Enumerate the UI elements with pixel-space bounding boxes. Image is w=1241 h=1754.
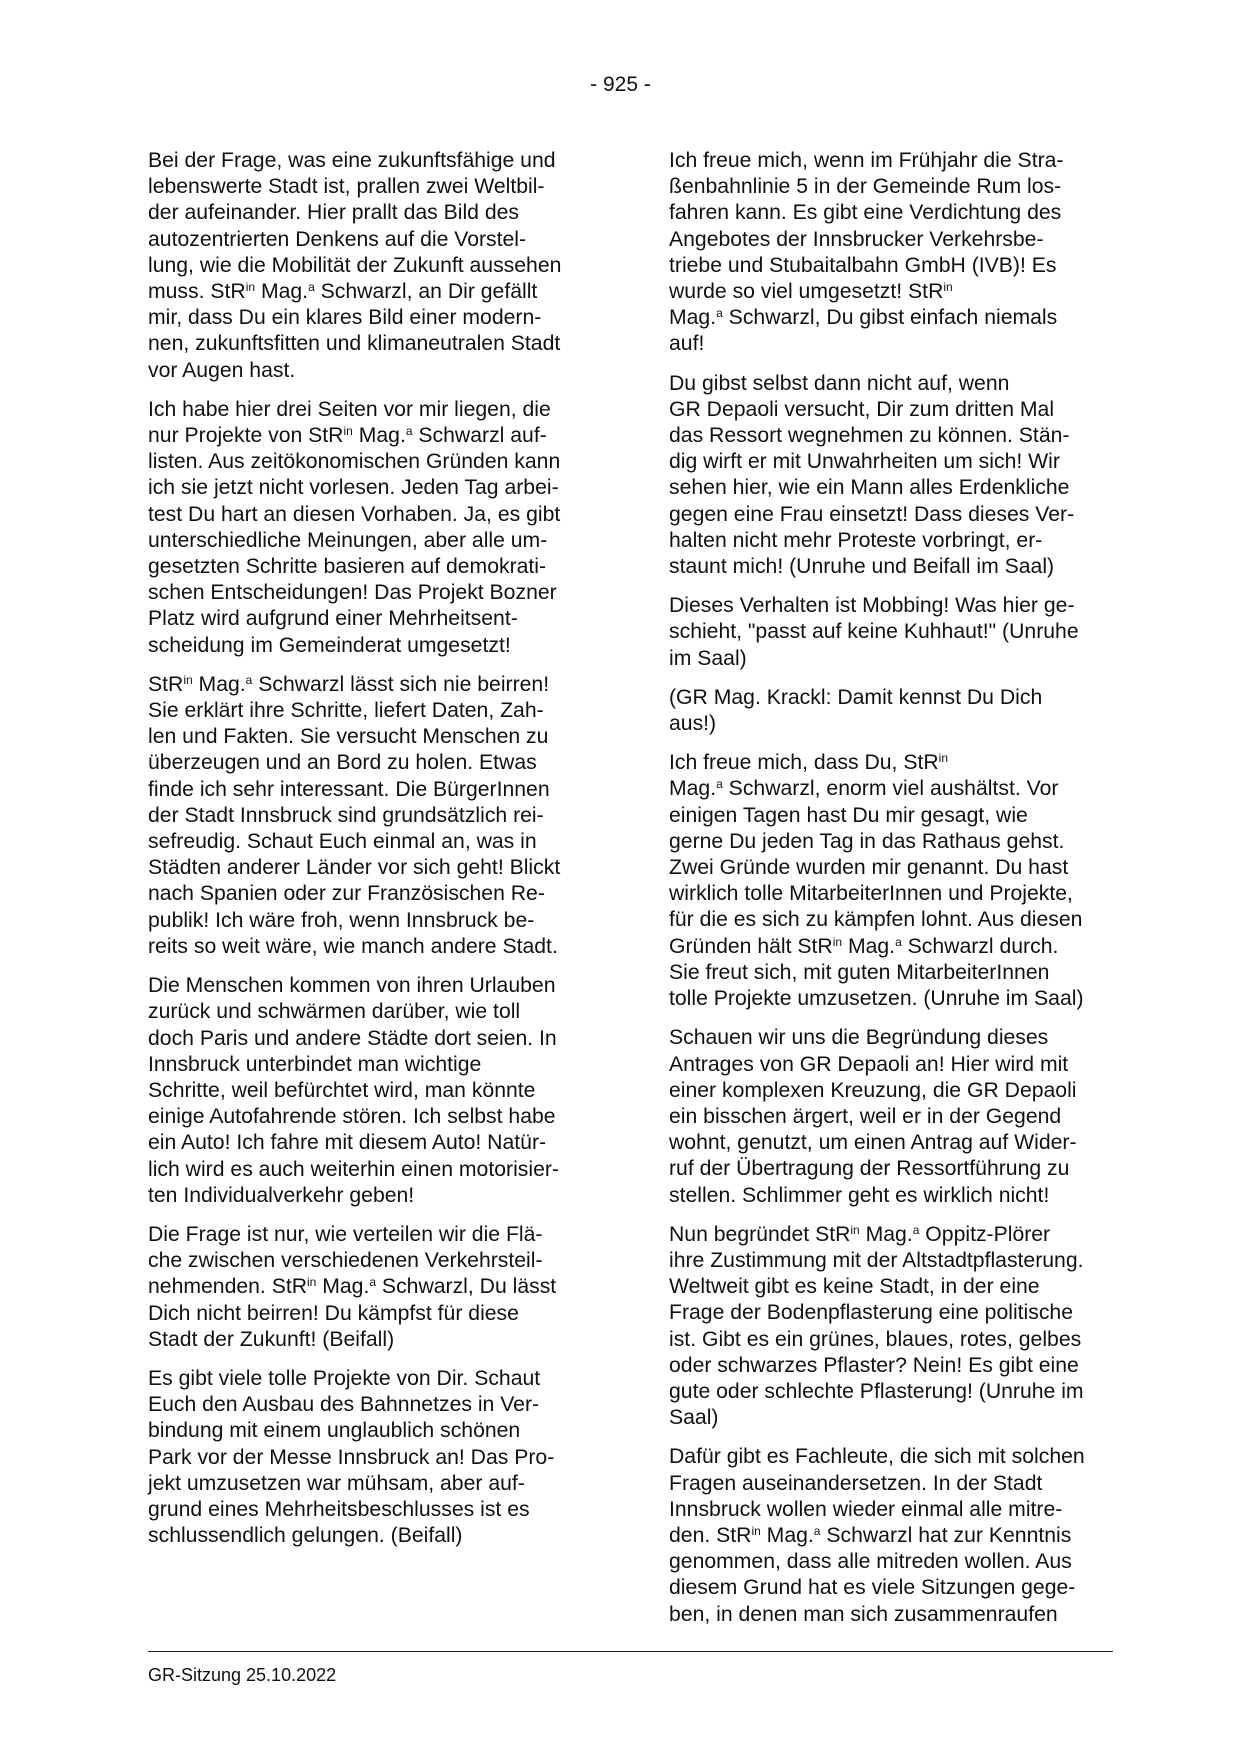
text-line: sefreudig. Schaut Euch einmal an, was in: [148, 830, 537, 854]
text-line: Mag.$^a$ Schwarzl, enorm viel aushältst. Vor: [669, 777, 1059, 801]
text-line: der aufeinander. Hier prallt das Bild des: [148, 201, 519, 225]
paragraph: [148, 397, 594, 659]
text-line: (GR Mag. Krackl: Damit kennst Du Dich: [669, 685, 1043, 709]
text-line: lich wird es auch weiterhin einen motorisier-: [148, 1157, 559, 1181]
text-line: Die Frage ist nur, wie verteilen wir die Flä-: [148, 1222, 543, 1246]
paragraph: [669, 685, 1115, 737]
paragraph: [148, 1222, 594, 1353]
text-line: ich sie jetzt nicht vorlesen. Jeden Tag arbei-: [148, 476, 559, 500]
text-line: Dich nicht beirren! Du kämpfst für diese: [148, 1301, 519, 1325]
text-line: Fragen auseinandersetzen. In der Stadt: [669, 1471, 1043, 1495]
text-line: stellen. Schlimmer geht es wirklich nicht!: [669, 1183, 1050, 1207]
text-line: nur Projekte von StR$^{in}$ Mag.$^a$ Schwarzl auf-: [148, 424, 547, 448]
text-line: mir, dass Du ein klares Bild einer modern-: [148, 306, 542, 330]
text-line: Park vor der Messe Innsbruck an! Das Pro-: [148, 1445, 555, 1469]
text-line: Die Menschen kommen von ihren Urlauben: [148, 974, 556, 998]
text-line: unterschiedliche Meinungen, aber alle um-: [148, 528, 548, 552]
text-line: überzeugen und an Bord zu holen. Etwas: [148, 751, 537, 775]
text-line: Nun begründet StR$^{in}$ Mag.$^a$ Oppitz-Plörer: [669, 1222, 1051, 1246]
text-line: den. StR$^{in}$ Mag.$^a$ Schwarzl hat zur Kenntnis: [669, 1523, 1072, 1547]
paragraph: [669, 593, 1115, 672]
text-line: gute oder schlechte Pflasterung! (Unruhe im: [669, 1379, 1084, 1403]
paragraph: [669, 371, 1115, 581]
text-line: im Saal): [669, 646, 747, 670]
text-line: ten Individualverkehr geben!: [148, 1183, 415, 1207]
text-line: Innsbruck wollen wieder einmal alle mitre-: [669, 1497, 1063, 1521]
text-line: Sie erklärt ihre Schritte, liefert Daten, Zah-: [148, 699, 544, 723]
text-line: ßenbahnlinie 5 in der Gemeinde Rum los-: [669, 175, 1062, 199]
text-line: schlussendlich gelungen. (Beifall): [148, 1524, 463, 1548]
text-line: ihre Zustimmung mit der Altstadtpflasterung.: [669, 1248, 1084, 1272]
text-line: test Du hart an diesen Vorhaben. Ja, es gibt: [148, 502, 561, 526]
text-line: oder schwarzes Pflaster? Nein! Es gibt eine: [669, 1353, 1079, 1377]
text-line: Ich habe hier drei Seiten vor mir liegen, die: [148, 397, 551, 421]
text-line: einer komplexen Kreuzung, die GR Depaoli: [669, 1078, 1077, 1102]
text-line: sehen hier, wie ein Mann alles Erdenkliche: [669, 476, 1070, 500]
paragraph: [148, 672, 594, 960]
text-line: StR$^{in}$ Mag.$^a$ Schwarzl lässt sich nie beirren!: [148, 672, 550, 696]
text-line: listen. Aus zeitökonomischen Gründen kann: [148, 450, 561, 474]
text-line: Du gibst selbst dann nicht auf, wenn: [669, 371, 1010, 395]
text-line: nach Spanien oder zur Französischen Re-: [148, 882, 545, 906]
text-line: zurück und schwärmen darüber, wie toll: [148, 1000, 521, 1024]
text-line: Weltweit gibt es keine Stadt, in der eine: [669, 1275, 1040, 1299]
text-line: triebe und Stubaitalbahn GmbH (IVB)! Es: [669, 253, 1057, 277]
text-line: jekt umzusetzen war mühsam, aber auf-: [148, 1471, 525, 1495]
text-line: Bei der Frage, was eine zukunftsfähige und: [148, 149, 556, 172]
text-line: autozentrierten Denkens auf die Vorstel-: [148, 227, 527, 251]
text-line: ist. Gibt es ein grünes, blaues, rotes, gelbes: [669, 1327, 1082, 1351]
text-line: halten nicht mehr Proteste vorbringt, er-: [669, 528, 1043, 552]
text-line: wohnt, genutzt, um einen Antrag auf Wider-: [669, 1131, 1077, 1155]
right-text-column: [669, 148, 1115, 1641]
text-line: finde ich sehr interessant. Die BürgerInnen: [148, 777, 550, 801]
text-line: Antrages von GR Depaoli an! Hier wird mit: [669, 1052, 1069, 1076]
text-line: grund eines Mehrheitsbeschlusses ist es: [148, 1497, 530, 1521]
paragraph: [669, 1222, 1115, 1432]
text-line: nehmenden. StR$^{in}$ Mag.$^a$ Schwarzl, Du lässt: [148, 1275, 557, 1299]
paragraph: [669, 148, 1115, 358]
paragraph: [148, 973, 594, 1209]
text-line: Ich freue mich, dass Du, StR$^{in}$: [669, 751, 948, 775]
paragraph: [669, 750, 1115, 1012]
text-line: doch Paris und andere Städte dort seien. In: [148, 1026, 557, 1050]
text-line: bindung mit einem unglaublich schönen: [148, 1419, 521, 1443]
text-line: Dieses Verhalten ist Mobbing! Was hier ge-: [669, 594, 1075, 618]
text-line: reits so weit wäre, wie manch andere Stadt.: [148, 934, 558, 958]
text-line: muss. StR$^{in}$ Mag.$^a$ Schwarzl, an Dir gefällt: [148, 280, 538, 304]
text-line: für die es sich zu kämpfen lohnt. Aus diesen: [669, 908, 1083, 932]
text-line: dig wirft er mit Unwahrheiten um sich! Wir: [669, 450, 1060, 474]
page-number: - 925 -: [590, 73, 651, 96]
footer-divider: [148, 1651, 1113, 1652]
text-line: tolle Projekte umzusetzen. (Unruhe im Saal): [669, 987, 1084, 1011]
left-text-column: [148, 148, 594, 1562]
text-line: scheidung im Gemeinderat umgesetzt!: [148, 633, 511, 657]
text-line: Schauen wir uns die Begründung dieses: [669, 1026, 1049, 1050]
text-line: vor Augen hast.: [148, 358, 296, 382]
text-line: ein Auto! Ich fahre mit diesem Auto! Natür-: [148, 1131, 547, 1155]
text-line: nen, zukunftsfitten und klimaneutralen Stadt: [148, 332, 561, 356]
footer-session-date: GR-Sitzung 25.10.2022: [148, 1665, 337, 1685]
text-line: Frage der Bodenpflasterung eine politische: [669, 1301, 1074, 1325]
text-line: lung, wie die Mobilität der Zukunft aussehen: [148, 253, 562, 277]
text-line: Zwei Gründe wurden mir genannt. Du hast: [669, 856, 1069, 880]
text-line: Gründen hält StR$^{in}$ Mag.$^a$ Schwarzl durch.: [669, 934, 1059, 958]
text-line: ben, in denen man sich zusammenraufen: [669, 1602, 1058, 1626]
text-line: Euch den Ausbau des Bahnnetzes in Ver-: [148, 1393, 540, 1417]
text-line: auf!: [669, 332, 705, 356]
text-line: fahren kann. Es gibt eine Verdichtung des: [669, 201, 1062, 225]
text-line: einigen Tagen hast Du mir gesagt, wie: [669, 803, 1028, 827]
text-line: len und Fakten. Sie versucht Menschen zu: [148, 725, 549, 749]
text-line: gegen eine Frau einsetzt! Dass dieses Ver-: [669, 502, 1075, 526]
text-line: Angebotes der Innsbrucker Verkehrsbe-: [669, 227, 1044, 251]
text-line: Sie freut sich, mit guten MitarbeiterInnen: [669, 960, 1050, 984]
text-line: publik! Ich wäre froh, wenn Innsbruck be-: [148, 908, 535, 932]
paragraph: [148, 1366, 594, 1549]
text-line: wirklich tolle MitarbeiterInnen und Projekte,: [669, 882, 1073, 906]
text-line: gesetzten Schritte basieren auf demokrati-: [148, 555, 547, 579]
text-line: schieht, "passt auf keine Kuhhaut!" (Unruhe: [669, 620, 1079, 644]
text-line: Saal): [669, 1406, 719, 1430]
text-line: Stadt der Zukunft! (Beifall): [148, 1327, 395, 1351]
text-line: ein bisschen ärgert, weil er in der Gegend: [669, 1104, 1062, 1128]
text-line: Mag.$^a$ Schwarzl, Du gibst einfach niemals: [669, 306, 1058, 330]
text-line: gerne Du jeden Tag in das Rathaus gehst.: [669, 829, 1065, 853]
text-line: Ich freue mich, wenn im Frühjahr die Stra-: [669, 149, 1064, 172]
text-line: staunt mich! (Unruhe und Beifall im Saal): [669, 555, 1055, 579]
text-line: diesem Grund hat es viele Sitzungen gege-: [669, 1576, 1076, 1600]
text-line: Schritte, weil befürchtet wird, man könnte: [148, 1078, 536, 1102]
text-line: wurde so viel umgesetzt! StR$^{in}$: [669, 280, 953, 304]
paragraph: [669, 1444, 1115, 1627]
paragraph: [148, 148, 594, 384]
text-line: Innsbruck unterbindet man wichtige: [148, 1052, 482, 1076]
text-line: das Ressort wegnehmen zu können. Stän-: [669, 424, 1070, 448]
text-line: einige Autofahrende stören. Ich selbst habe: [148, 1105, 556, 1129]
text-line: genommen, dass alle mitreden wollen. Aus: [669, 1550, 1072, 1574]
text-line: Städten anderer Länder vor sich geht! Blickt: [148, 856, 561, 880]
text-line: ruf der Übertragung der Ressortführung zu: [669, 1157, 1070, 1181]
text-line: Es gibt viele tolle Projekte von Dir. Schaut: [148, 1366, 541, 1390]
text-line: schen Entscheidungen! Das Projekt Bozner: [148, 581, 557, 605]
text-line: GR Depaoli versucht, Dir zum dritten Mal: [669, 397, 1055, 421]
text-line: che zwischen verschiedenen Verkehrsteil-: [148, 1249, 543, 1273]
text-line: Dafür gibt es Fachleute, die sich mit solchen: [669, 1445, 1085, 1469]
text-line: lebenswerte Stadt ist, prallen zwei Weltbil-: [148, 175, 545, 199]
text-line: der Stadt Innsbruck sind grundsätzlich rei-: [148, 803, 544, 827]
text-line: aus!): [669, 712, 717, 736]
paragraph: [669, 1025, 1115, 1208]
text-line: Platz wird aufgrund einer Mehrheitsent-: [148, 607, 518, 631]
